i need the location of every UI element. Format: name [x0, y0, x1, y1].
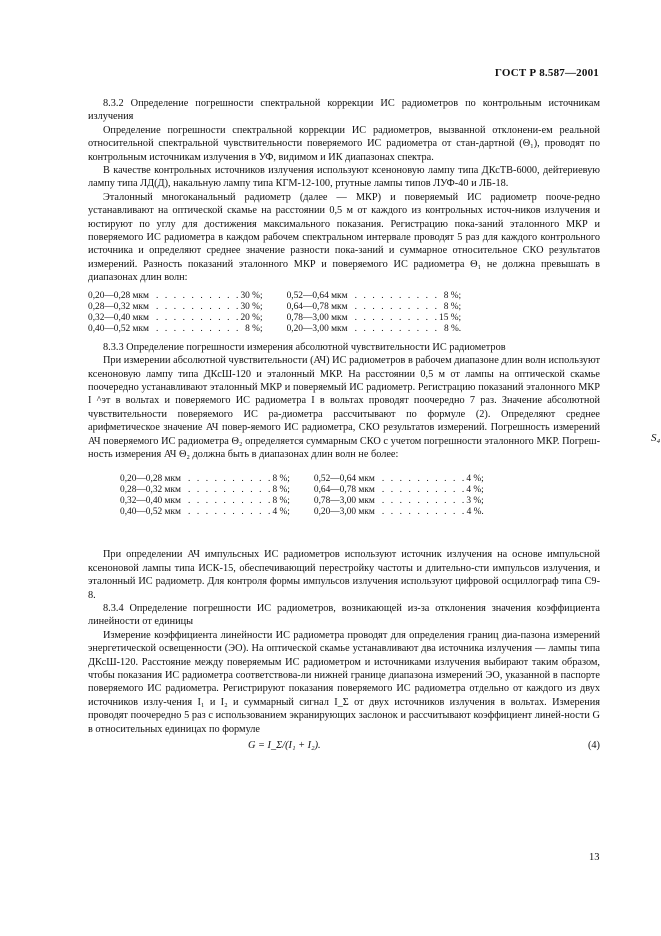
table-row: 0,32—0,40 мкм . . . . . . . . . . 20 %; 0,78—3,00 мкм . . . . . . . . . . 15 %;: [88, 312, 462, 323]
section-8-3-2-para-3: Эталонный многоканальный радиометр (далее — МКР) и поверяемый ИС радиометр пооче-редно устанавливают на оптической скамье на расстоянии 0,5 м от каждого из контрольных источ-ников излучения и юстируют по углу для достижения максимального показания. Регистрацию пока-заний эталонного МКР и поверяемого ИС радиометра в каждом рабочем спектральном интервале проводят 5 раз для каждого контрольного источника и определяют среднее значение разности пока-заний и суммарное относительное СКО результатов измерений. Разность показаний эталонного МКР и поверяемого ИС радиометра Θ₁ не должна превышать в диапазонах длин волн:: [88, 191, 600, 284]
doc-header: ГОСТ Р 8.587—2001: [494, 67, 599, 79]
page-number: 13: [589, 852, 600, 863]
section-8-3-3-para-1: При измерении абсолютной чувствительности (АЧ) ИС радиометров в рабочем диапазоне длин волн используют ксеноновую лампу типа ДКсШ-120 и эталонный МКР. На расстоянии 0,5 м от лампы на оптической скамье поочередно устанавливают эталонный МКР и поверяемый ИС радиометр. Регистрацию показаний эталонного МКР I ^эт в вольтах и поверяемого ИС радиометра I в вольтах проводят поочередно 7 раз. Значение абсолютной чувствительности поверяемого ИС ра-диометра рассчитывают по формуле (2). Определяют среднее арифметическое значение АЧ повер-яемого ИС радиометра, СКО результатов измерений. Погрешность измерений АЧ поверяемого ИС радиометра Θ₂ определяется суммарным СКО с учетом погрешности эталонного МКР. Погреш-ность измерения АЧ Θ₂ должна быть в диапазонах длин волн не более:: [88, 355, 600, 460]
formula-number: (4): [587, 740, 600, 752]
page-content: [88, 97, 600, 754]
section-8-3-3-para-2: При определении АЧ импульсных ИС радиометров используют источник излучения на основе импульсной ксеноновой лампы типа ИСК-15, обеспечивающий перестройку частоты и длительно-сти импульсов излучения, и эталонный ИС радиометр. Для контроля формы импульсов излучения используют цифровой осциллограф типа С9-8.: [88, 549, 600, 601]
table-row: 0,28—0,32 мкм . . . . . . . . . . 8 %; 0,64—0,78 мкм . . . . . . . . . . 4 %;: [120, 485, 484, 496]
section-8-3-4-para-1: Измерение коэффициента линейности ИС радиометра проводят для определения границ диа-пазона измерений энергетической освещенности (ЭО). На оптической скамье устанавливают два источника излучения — лампы типа ДКсШ-120. Расстояние между поверяемым ИС радиометром и источниками излучения выбирают таким образом, чтобы показания ИС радиометра соответствова-ли нижней границе диапазона измерений ЭО, указанной в паспорте поверяемого ИС радиометра. Регистрируют показания поверяемого ИС радиометра отдельно от каждого из двух источников излу-чения I₁ и I₂ и суммарный сигнал I_Σ от двух источников излучения в вольтах. Измерения проводят поочередно 5 раз с использованием экранирующих заслонок и рассчитывают коэффициент линей-ности G в относительных единицах по формуле: [88, 629, 600, 735]
table-row: 0,28—0,32 мкм . . . . . . . . . . 30 %; 0,64—0,78 мкм . . . . . . . . . . 8 %;: [88, 301, 462, 312]
table-row: 0,40—0,52 мкм . . . . . . . . . . 8 %; 0,20—3,00 мкм . . . . . . . . . . 8 %.: [88, 323, 462, 334]
error-limits-table-theta1: [88, 291, 461, 335]
table-row: 0,32—0,40 мкм . . . . . . . . . . 8 %; 0,78—3,00 мкм . . . . . . . . . . 3 %;: [120, 496, 484, 507]
table-row: 0,20—0,28 мкм . . . . . . . . . . 30 %; 0,52—0,64 мкм . . . . . . . . . . 8 %;: [88, 290, 462, 301]
section-8-3-3-title: 8.3.3 Определение погрешности измерения абсолютной чувствительности ИС радиометров: [103, 341, 506, 353]
section-8-3-2-para-2: В качестве контрольных источников излучения используют ксеноновую лампу типа ДКсТВ-6000, дейтериевую лампу типа ЛД(Д), накальную лампу типа КГМ-12-100, ртутные лампы типов ЛУФ-40 и ЛБ-18.: [88, 165, 600, 190]
formula-expression: G = I_Σ/(I₁ + I₂).: [248, 740, 321, 752]
section-8-3-2-title: 8.3.2 Определение погрешности спектральной коррекции ИС радиометров по контрольным источникам излучения: [88, 98, 600, 123]
error-limits-table-theta2: [120, 474, 484, 518]
formula-4: [88, 739, 600, 754]
section-8-3-4-title: 8.3.4 Определение погрешности ИС радиометров, возникающей из-за отклонения значения коэффициента линейности от единицы: [88, 602, 600, 628]
table-row: 0,20—0,28 мкм . . . . . . . . . . 8 %; 0,52—0,64 мкм . . . . . . . . . . 4 %;: [120, 474, 484, 485]
margin-mark: S₄: [651, 432, 661, 444]
section-8-3-2-para-1: Определение погрешности спектральной коррекции ИС радиометров, вызванной отклонени-ем реальной относительной спектральной чувствительности поверяемого ИС радиометра от стан-дартной (Θ₁), проводят по контрольным источникам излучения в УФ, видимом и ИК диапазонах спектра.: [88, 124, 600, 163]
table-row: 0,40—0,52 мкм . . . . . . . . . . 4 %; 0,20—3,00 мкм . . . . . . . . . . 4 %.: [120, 507, 484, 518]
